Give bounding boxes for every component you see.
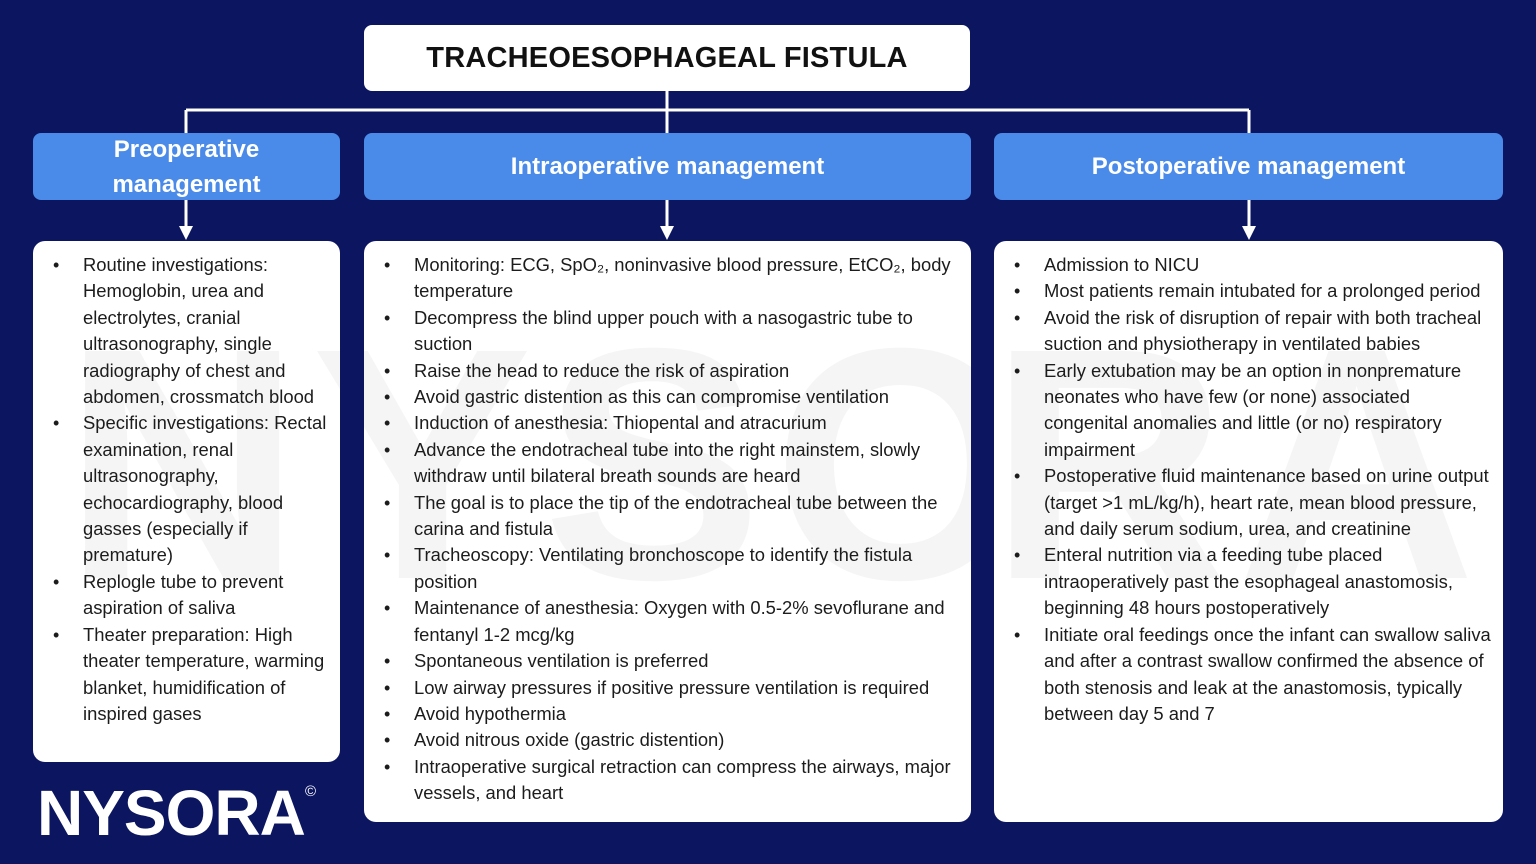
intraoperative-list xyxy=(364,241,971,807)
list-item: • Advance the endotracheal tube into the right mainstem, slowly withdraw until bilateral breath sounds are heard xyxy=(414,437,963,490)
postoperative-heading: Postoperative management xyxy=(994,133,1503,200)
list-item: • Avoid nitrous oxide (gastric distention) xyxy=(414,727,963,753)
list-item: • Raise the head to reduce the risk of aspiration xyxy=(414,358,963,384)
list-item: • Postoperative fluid maintenance based on urine output (target >1 mL/kg/h), heart rate, mean blood pressure, and daily serum sodium, urea, and creatinine xyxy=(1044,463,1495,542)
arrow-head-pre xyxy=(179,226,193,240)
nysora-logo: NYSORA xyxy=(37,777,305,849)
postoperative-list xyxy=(994,241,1503,727)
list-item: • Avoid the risk of disruption of repair with both tracheal suction and physiotherapy in ventilated babies xyxy=(1044,305,1495,358)
list-item: • Theater preparation: High theater temperature, warming blanket, humidification of inspired gases xyxy=(83,622,332,728)
list-item: • Avoid hypothermia xyxy=(414,701,963,727)
list-item: • Initiate oral feedings once the infant can swallow saliva and after a contrast swallow confirmed the absence of both stenosis and leak at the anastomosis, typically between day 5 and 7 xyxy=(1044,622,1495,728)
list-item: • Early extubation may be an option in nonpremature neonates who have few (or none) associated congenital anomalies and little (or no) respiratory impairment xyxy=(1044,358,1495,464)
preoperative-card xyxy=(33,241,340,762)
list-item: • Spontaneous ventilation is preferred xyxy=(414,648,963,674)
postoperative-card xyxy=(994,241,1503,822)
arrow-head-intra xyxy=(660,226,674,240)
preoperative-list xyxy=(33,241,340,727)
list-item: • Avoid gastric distention as this can compromise ventilation xyxy=(414,384,963,410)
list-item: • Monitoring: ECG, SpO₂, noninvasive blood pressure, EtCO₂, body temperature xyxy=(414,252,963,305)
list-item: • Routine investigations: Hemoglobin, urea and electrolytes, cranial ultrasonography, single radiography of chest and abdomen, crossmatch blood xyxy=(83,252,332,410)
list-item: • Maintenance of anesthesia: Oxygen with 0.5-2% sevoflurane and fentanyl 1-2 mcg/kg xyxy=(414,595,963,648)
list-item: • Enteral nutrition via a feeding tube placed intraoperatively past the esophageal anastomosis, beginning 48 hours postoperatively xyxy=(1044,542,1495,621)
list-item: • Replogle tube to prevent aspiration of saliva xyxy=(83,569,332,622)
list-item: • Low airway pressures if positive pressure ventilation is required xyxy=(414,675,963,701)
intraoperative-card xyxy=(364,241,971,822)
diagram-title: TRACHEOESOPHAGEAL FISTULA xyxy=(364,25,970,91)
list-item: • Decompress the blind upper pouch with a nasogastric tube to suction xyxy=(414,305,963,358)
copyright-mark: © xyxy=(305,783,317,800)
intraoperative-heading: Intraoperative management xyxy=(364,133,971,200)
list-item: • Admission to NICU xyxy=(1044,252,1495,278)
list-item: • Most patients remain intubated for a prolonged period xyxy=(1044,278,1495,304)
list-item: • Intraoperative surgical retraction can compress the airways, major vessels, and heart xyxy=(414,754,963,807)
list-item: • Specific investigations: Rectal examination, renal ultrasonography, echocardiography, blood gasses (especially if premature) xyxy=(83,410,332,568)
list-item: • Tracheoscopy: Ventilating bronchoscope to identify the fistula position xyxy=(414,542,963,595)
list-item: • Induction of anesthesia: Thiopental and atracurium xyxy=(414,410,963,436)
preoperative-heading: Preoperative management xyxy=(33,133,340,200)
list-item: • The goal is to place the tip of the endotracheal tube between the carina and fistula xyxy=(414,490,963,543)
arrow-head-post xyxy=(1242,226,1256,240)
